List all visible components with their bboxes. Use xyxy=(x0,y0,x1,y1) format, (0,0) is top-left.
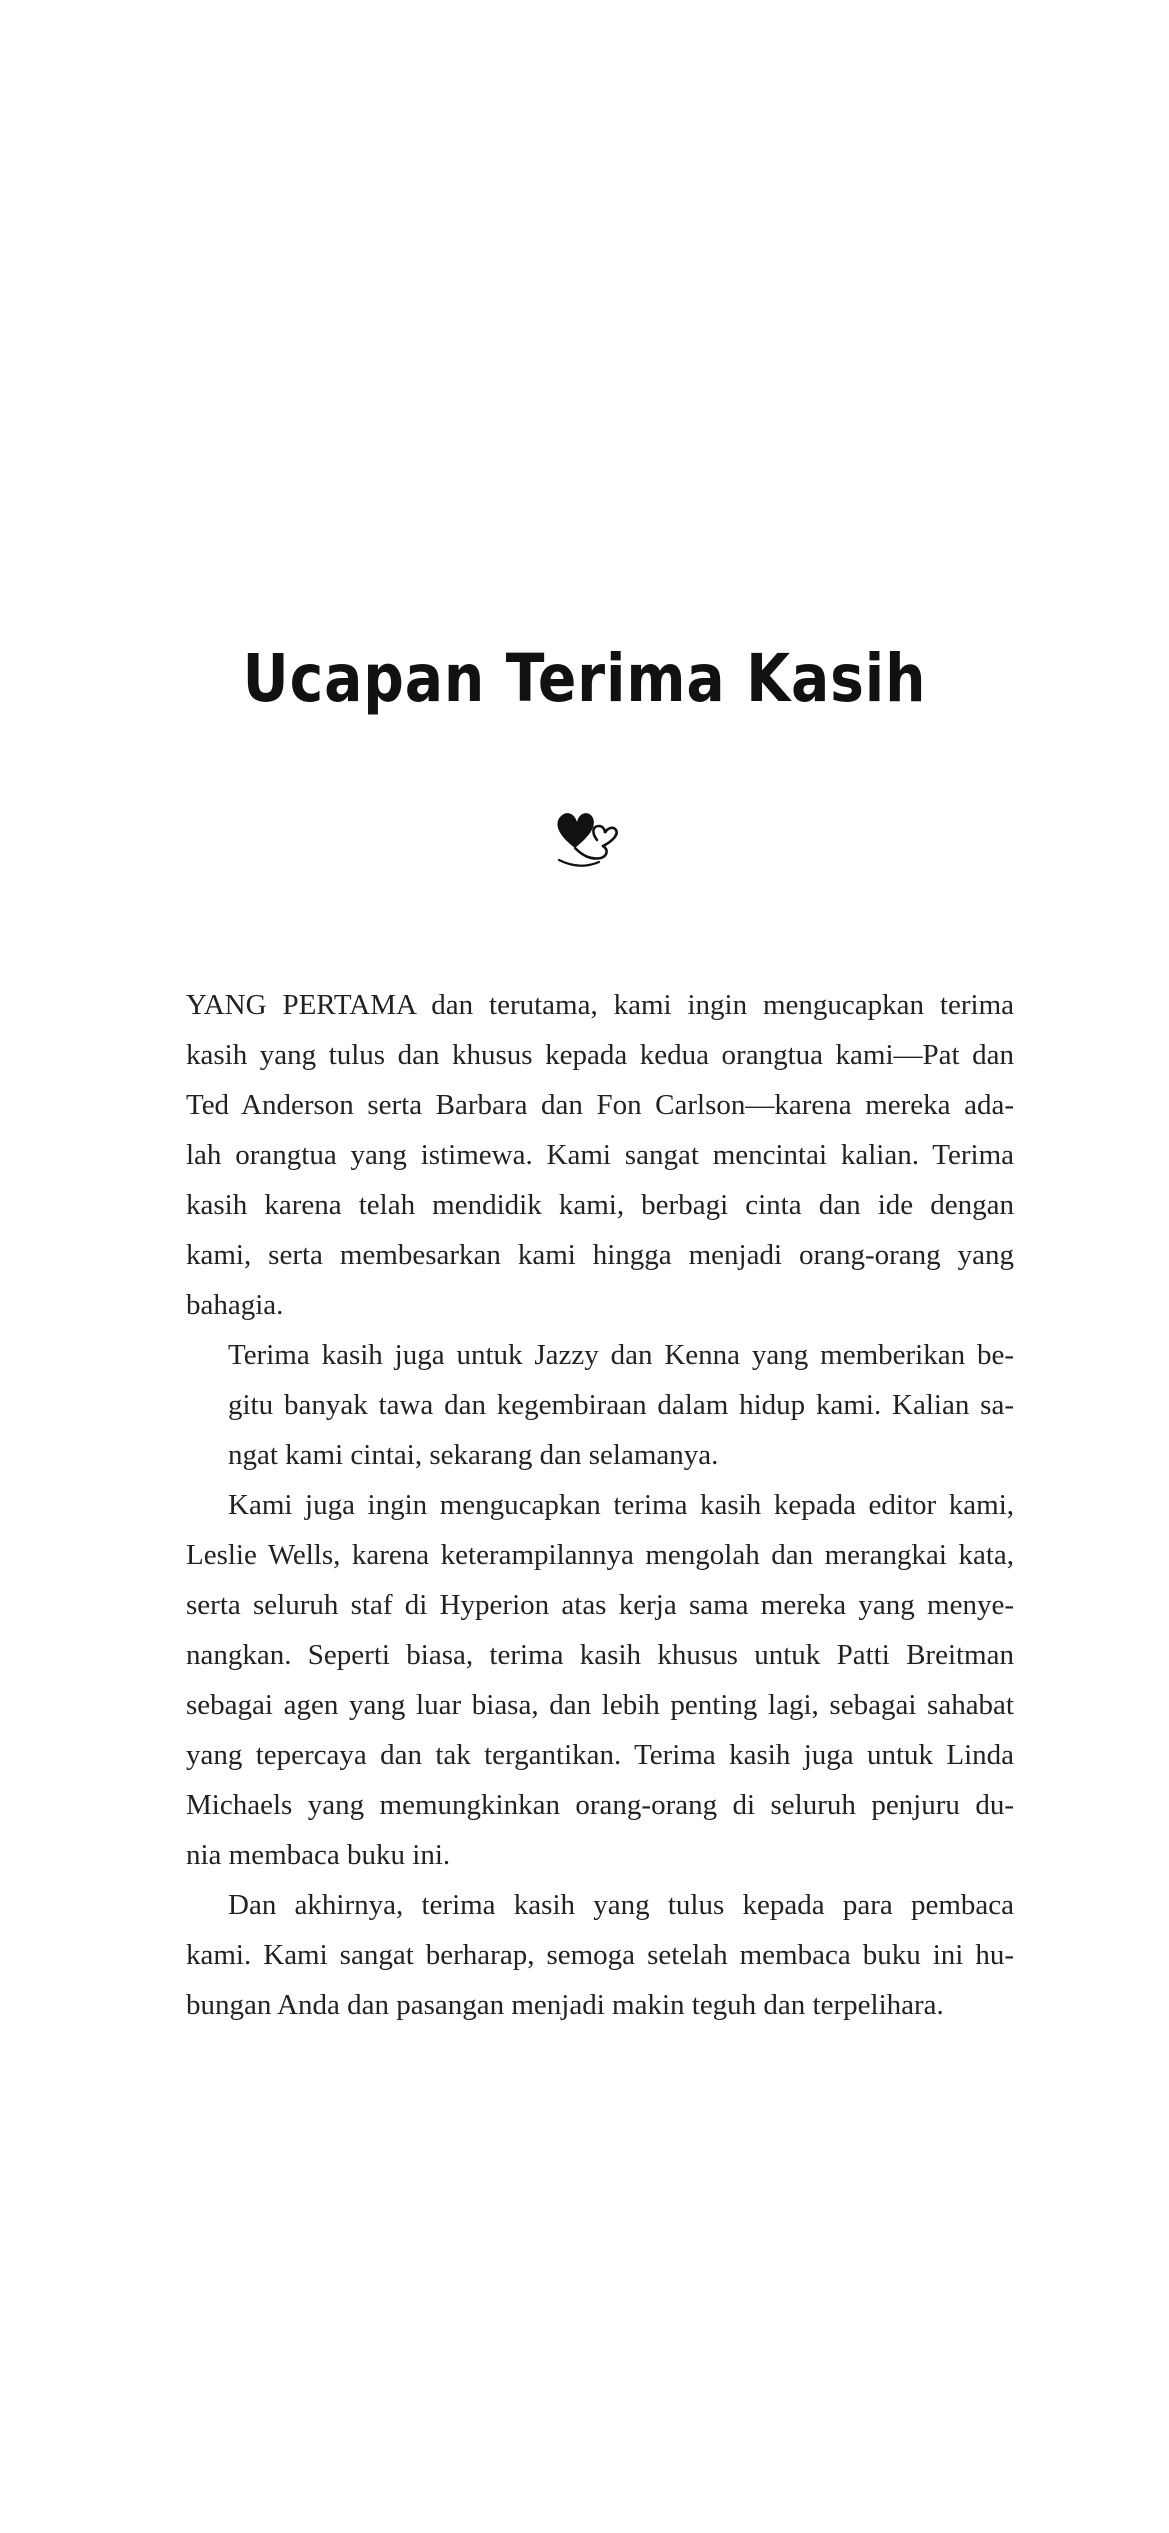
chapter-title: Ucapan Terima Kasih xyxy=(242,640,927,717)
text-line: lah orangtua yang istimewa. Kami sangat mencintai kalian. Terima xyxy=(186,1139,1014,1171)
acknowledgement-body xyxy=(186,980,1014,2030)
text-line: serta seluruh staf di Hyperion atas kerja sama mereka yang menye- xyxy=(186,1589,1014,1621)
text-line: Leslie Wells, karena keterampilannya mengolah dan merangkai kata, xyxy=(186,1539,1014,1571)
text-line: nia membaca buku ini. xyxy=(186,1839,451,1871)
text-line: ngat kami cintai, sekarang dan selamanya. xyxy=(228,1439,719,1471)
text-line: Terima kasih juga untuk Jazzy dan Kenna yang memberikan be- xyxy=(228,1339,1014,1371)
text-line: nangkan. Seperti biasa, terima kasih khusus untuk Patti Breitman xyxy=(186,1639,1014,1671)
text-line: Michaels yang memungkinkan orang-orang di seluruh penjuru du- xyxy=(186,1789,1014,1821)
text-line: bahagia. xyxy=(186,1289,284,1321)
text-line: kami, serta membesarkan kami hingga menjadi orang-orang yang xyxy=(186,1239,1014,1271)
paragraph-1 xyxy=(186,980,1014,1330)
text-line: kami. Kami sangat berharap, semoga setelah membaca buku ini hu- xyxy=(186,1939,1014,1971)
text-line: Ted Anderson serta Barbara dan Fon Carlson—karena mereka ada- xyxy=(186,1089,1014,1121)
paragraph-4 xyxy=(186,1880,1014,2030)
text-line: yang tepercaya dan tak tergantikan. Terima kasih juga untuk Linda xyxy=(186,1739,1014,1771)
text-line: gitu banyak tawa dan kegembiraan dalam hidup kami. Kalian sa- xyxy=(228,1389,1014,1421)
paragraph-2 xyxy=(186,1330,1014,1480)
text-line: YANG PERTAMA dan terutama, kami ingin mengucapkan terima xyxy=(186,989,1014,1021)
text-line: Dan akhirnya, terima kasih yang tulus kepada para pembaca xyxy=(228,1889,1014,1921)
text-line: bungan Anda dan pasangan menjadi makin teguh dan terpelihara. xyxy=(186,1989,944,2021)
text-line: kasih yang tulus dan khusus kepada kedua orangtua kami—Pat dan xyxy=(186,1039,1014,1071)
paragraph-3 xyxy=(186,1480,1014,1880)
text-line: Kami juga ingin mengucapkan terima kasih kepada editor kami, xyxy=(228,1489,1014,1521)
text-line: kasih karena telah mendidik kami, berbagi cinta dan ide dengan xyxy=(186,1189,1014,1221)
heart-flourish-icon xyxy=(545,800,645,880)
text-line: sebagai agen yang luar biasa, dan lebih penting lagi, sebagai sahabat xyxy=(186,1689,1014,1721)
